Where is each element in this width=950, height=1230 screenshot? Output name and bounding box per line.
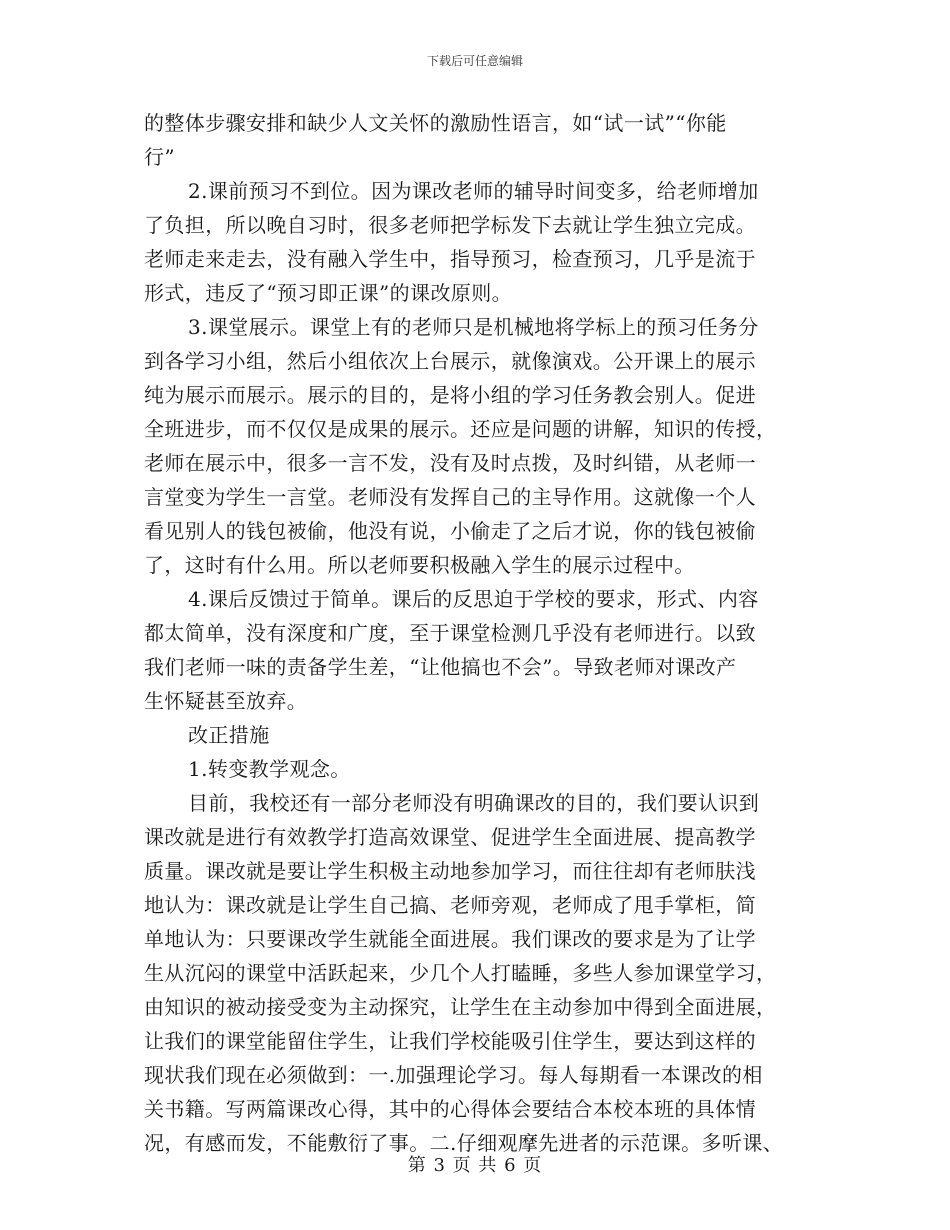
text-line: 单地认为：只要课改学生就能全面进展。我们课改的要求是为了让学 <box>144 927 756 951</box>
page-header: 下载后可任意编辑 <box>426 54 523 68</box>
text-line: 全班进步，而不仅仅是成果的展示。还应是问题的讲解，知识的传授， <box>144 417 777 441</box>
document-body <box>144 106 816 1160</box>
text-line: 地认为：课改就是让学生自己搞、老师旁观，老师成了甩手掌柜，简 <box>144 893 756 917</box>
text-line: 由知识的被动接受变为主动探究，让学生在主动参加中得到全面进展， <box>144 995 777 1019</box>
text-line: 言堂变为学生一言堂。老师没有发挥自己的主导作用。这就像一个人 <box>144 485 756 509</box>
text-line: 了负担，所以晚自习时，很多老师把学标发下去就让学生独立完成。 <box>144 213 756 237</box>
text-line: 2.课前预习不到位。因为课改老师的辅导时间变多，给老师增加 <box>188 179 759 203</box>
text-line: 关书籍。写两篇课改心得，其中的心得体会要结合本校本班的具体情 <box>144 1097 756 1121</box>
text-line: 老师走来走去，没有融入学生中，指导预习，检查预习，几乎是流于 <box>144 247 756 271</box>
text-line: 到各学习小组，然后小组依次上台展示，就像演戏。公开课上的展示 <box>144 349 756 373</box>
text-line: 看见别人的钱包被偷，他没有说，小偷走了之后才说，你的钱包被偷 <box>144 519 756 543</box>
text-line: 课改就是进行有效教学打造高效课堂、促进学生全面进展、提高教学 <box>144 825 756 849</box>
text-line: 4.课后反馈过于简单。课后的反思迫于学校的要求，形式、内容 <box>188 587 759 611</box>
text-line: 改正措施 <box>188 723 270 747</box>
text-line: 老师在展示中，很多一言不发，没有及时点拨，及时纠错，从老师一 <box>144 451 756 475</box>
text-line: 了，这时有什么用。所以老师要积极融入学生的展示过程中。 <box>144 553 695 577</box>
text-line: 况，有感而发，不能敷衍了事。二.仔细观摩先进者的示范课。多听课、 <box>144 1131 784 1155</box>
text-line: 纯为展示而展示。展示的目的，是将小组的学习任务教会别人。促进 <box>144 383 756 407</box>
text-line: 生怀疑甚至放弃。 <box>144 689 308 713</box>
text-line: 都太简单，没有深度和广度，至于课堂检测几乎没有老师进行。以致 <box>144 621 756 645</box>
text-line: 质量。课改就是要让学生积极主动地参加学习，而往往却有老师肤浅 <box>144 859 756 883</box>
text-line: 3.课堂展示。课堂上有的老师只是机械地将学标上的预习任务分 <box>188 315 759 339</box>
text-line: 1.转变教学观念。 <box>188 757 351 781</box>
text-line: 形式，违反了“预习即正课”的课改原则。 <box>144 281 513 305</box>
text-line: 我们老师一味的责备学生差，“让他搞也不会”。导致老师对课改产 <box>144 655 737 679</box>
text-line: 的整体步骤安排和缺少人文关怀的激励性语言，如“试一试”“你能 <box>144 111 727 135</box>
page-footer: 第 3 页 共 6 页 <box>407 1155 543 1176</box>
text-line: 目前，我校还有一部分老师没有明确课改的目的，我们要认识到 <box>188 791 760 815</box>
text-line: 行” <box>144 145 176 169</box>
text-line: 让我们的课堂能留住学生，让我们学校能吸引住学生，要达到这样的 <box>144 1029 756 1053</box>
text-line: 生从沉闷的课堂中活跃起来，少几个人打瞌睡，多些人参加课堂学习， <box>144 961 777 985</box>
text-line: 现状我们现在必须做到：一.加强理论学习。每人每期看一本课改的相 <box>144 1063 763 1087</box>
